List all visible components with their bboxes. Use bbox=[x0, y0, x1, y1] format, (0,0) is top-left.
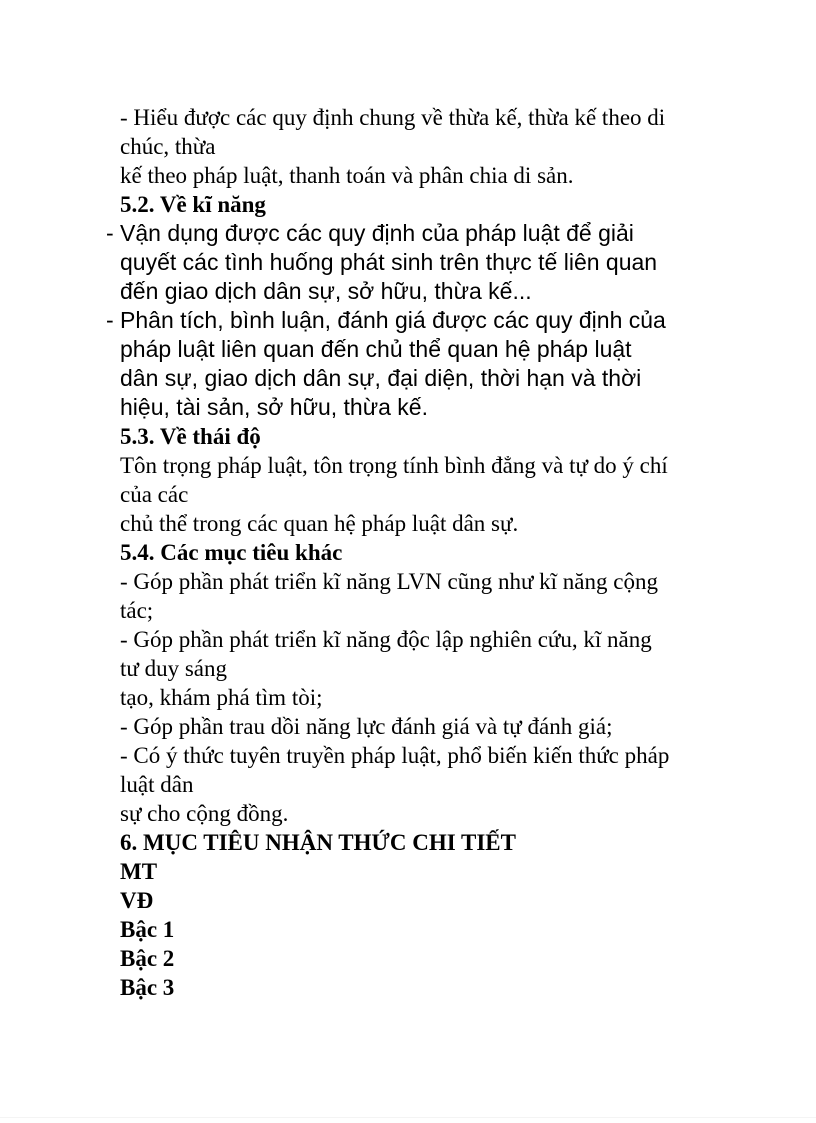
section-heading: 6. MỤC TIÊU NHẬN THỨC CHI TIẾT bbox=[120, 830, 516, 855]
text-line: chúc, thừa bbox=[120, 134, 216, 159]
table-label: Bậc 3 bbox=[120, 975, 175, 1000]
text-line: kế theo pháp luật, thanh toán và phân chia di sản. bbox=[120, 163, 574, 188]
text-line: dân sự, giao dịch dân sự, đại diện, thời hạn và thời bbox=[120, 365, 642, 391]
text-line: tác; bbox=[120, 598, 154, 623]
text-line: luật dân bbox=[120, 772, 194, 797]
page-bottom-divider bbox=[0, 1117, 816, 1118]
text-line: hiệu, tài sản, sở hữu, thừa kế. bbox=[120, 394, 428, 420]
text-line: tạo, khám phá tìm tòi; bbox=[120, 685, 323, 710]
section-heading: 5.2. Về kĩ năng bbox=[120, 192, 266, 217]
text-line: tư duy sáng bbox=[120, 656, 228, 681]
text-line: của các bbox=[120, 482, 189, 507]
section-heading: 5.3. Về thái độ bbox=[120, 424, 261, 449]
text-line: quyết các tình huống phát sinh trên thực tế liên quan bbox=[120, 249, 658, 275]
section-heading: 5.4. Các mục tiêu khác bbox=[120, 540, 343, 565]
text-line: - Góp phần trau dồi năng lực đánh giá và tự đánh giá; bbox=[120, 714, 613, 739]
text-line: pháp luật liên quan đến chủ thể quan hệ pháp luật bbox=[120, 336, 632, 362]
text-line: Tôn trọng pháp luật, tôn trọng tính bình đẳng và tự do ý chí bbox=[120, 453, 668, 478]
text-line: đến giao dịch dân sự, sở hữu, thừa kế... bbox=[120, 278, 532, 304]
table-label: VĐ bbox=[120, 888, 154, 913]
text-line: - Vận dụng được các quy định của pháp luật để giải bbox=[106, 220, 634, 246]
text-line: - Góp phần phát triển kĩ năng độc lập nghiên cứu, kĩ năng bbox=[120, 627, 652, 652]
table-label: Bậc 1 bbox=[120, 917, 175, 942]
text-line: - Hiểu được các quy định chung về thừa kế, thừa kế theo di bbox=[120, 105, 666, 130]
text-line: - Có ý thức tuyên truyền pháp luật, phổ biến kiến thức pháp bbox=[120, 743, 670, 768]
text-line: chủ thể trong các quan hệ pháp luật dân sự. bbox=[120, 511, 519, 536]
text-line: - Góp phần phát triển kĩ năng LVN cũng như kĩ năng cộng bbox=[120, 569, 658, 594]
text-line: - Phân tích, bình luận, đánh giá được các quy định của bbox=[106, 307, 666, 333]
document-body bbox=[106, 103, 720, 1002]
text-line: sự cho cộng đồng. bbox=[120, 801, 289, 826]
table-label: Bậc 2 bbox=[120, 946, 175, 971]
table-label: MT bbox=[120, 859, 158, 884]
